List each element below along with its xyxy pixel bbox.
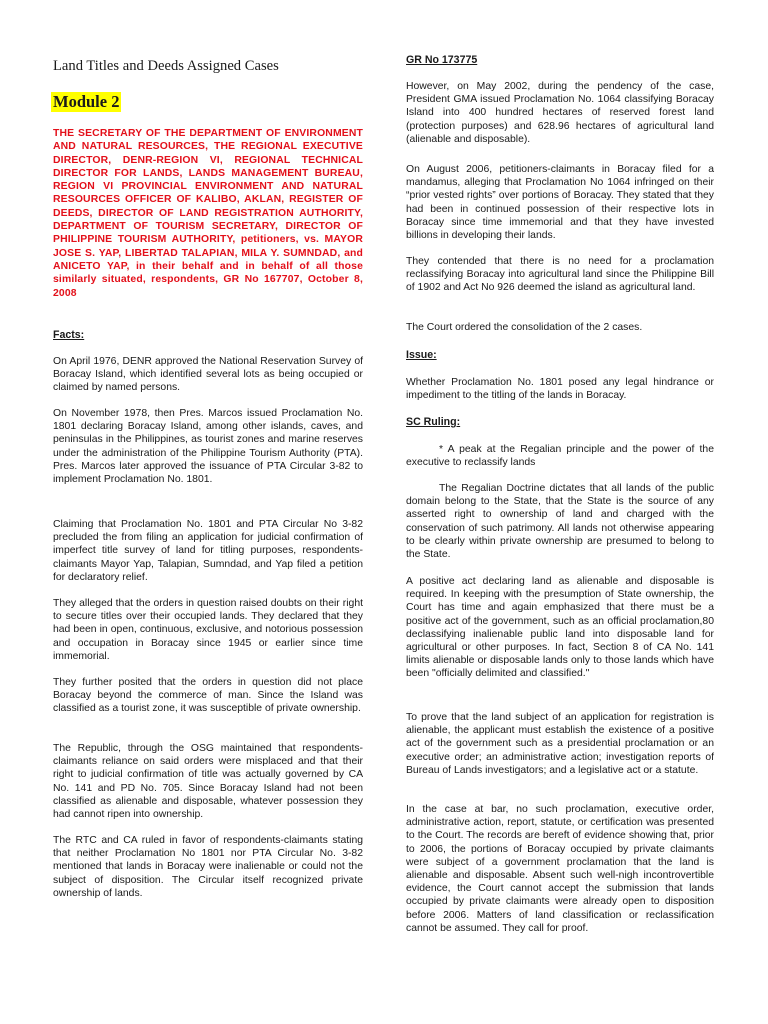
ruling-paragraph-3: A positive act declaring land as alienable and disposable is required. In keeping with the presumption of State ownership, the Court has time and again emphasized that there must be a positive act of the government, such as an official proclamation,80 declassifying inalienable public land into disposable land for agricultural or other purposes. In fact, Section 8 of CA No. 141 limits alienable or disposable lands only to those lands which have been "officially delimited and classified."	[406, 576, 714, 680]
ruling-heading: SC Ruling:	[406, 416, 461, 428]
facts-paragraph-3: Claiming that Proclamation No. 1801 and PTA Circular No 3-82 precluded the from filing an application for judicial confirmation of imperfect title survey of land for titling purposes, respondents-claimants Mayor Yap, Talapian, Sumndad, and Yap filed a petition for declaratory relief.	[53, 519, 363, 583]
gr-paragraph-3: They contended that there is no need for a proclamation reclassifying Boracay into agricultural land since the Philippine Bill of 1902 and Act No 926 deemed the island as agricultural land.	[406, 256, 714, 294]
ruling-paragraph-2: The Regalian Doctrine dictates that all lands of the public domain belong to the State, that the State is the source of any asserted right to ownership of land and charged with the conservation of such patrimony. All lands not otherwise appearing to be clearly within private ownership are presumed to belong to the State.	[406, 483, 714, 561]
document-title: Land Titles and Deeds Assigned Cases	[53, 58, 279, 74]
ruling-paragraph-5: In the case at bar, no such proclamation, executive order, administrative action, report, statute, or certification was presented to the Court. The records are bereft of evidence showing that, prior to 2006, the portions of Boracay occupied by private claimants were subject of a government proclamation that the land is alienable and disposable. Absent such well-nigh incontrovertible evidence, the Court cannot accept the submission that lands occupied by private claimants were already open to disposition before 2006. Matters of land classification or reclassification cannot be assumed. They call for proof.	[406, 804, 714, 934]
ruling-paragraph-4: To prove that the land subject of an application for registration is alienable, the applicant must establish the existence of a positive act of the government such as a presidential proclamation or an executive order; an administrative action; investigation reports of Bureau of Lands investigators; and a legislative act or a statute.	[406, 712, 714, 776]
gr-paragraph-4: The Court ordered the consolidation of the 2 cases.	[406, 322, 643, 333]
facts-paragraph-6: The Republic, through the OSG maintained that respondents-claimants reliance on said orders were misplaced and that their right to judicial confirmation of title was actually governed by CA No. 141 and PD No. 705. Since Boracay Island had not been classified as alienable and disposable, whatever possession they had cannot ripen into ownership.	[53, 743, 363, 821]
facts-paragraph-1: On April 1976, DENR approved the National Reservation Survey of Boracay Island, which identified several lots as being occupied or claimed by named persons.	[53, 356, 363, 394]
facts-heading: Facts:	[53, 329, 85, 341]
gr-paragraph-2: On August 2006, petitioners-claimants in Boracay filed for a mandamus, alleging that Proclamation No 1064 infringed on their “prior vested rights” over portions of Boracay. They stated that they had been in continued possession of their respective lots in Boracay since time immemorial and that they have invested billions in developing their lands.	[406, 164, 714, 242]
issue-heading: Issue:	[406, 349, 437, 361]
facts-paragraph-5: They further posited that the orders in question did not place Boracay beyond the commerce of man. Since the Island was classified as a tourist zone, it was susceptible of private ownership.	[53, 677, 363, 715]
case-title: THE SECRETARY OF THE DEPARTMENT OF ENVIRONMENT AND NATURAL RESOURCES, THE REGIONAL EXECUTIVE DIRECTOR, DENR-REGION VI, REGIONAL TECHNICAL DIRECTOR FOR LANDS, LANDS MANAGEMENT BUREAU, REGION VI PROVINCIAL ENVIRONMENT AND NATURAL RESOURCES OFFICER OF KALIBO, AKLAN, REGISTER OF DEEDS, DIRECTOR OF LAND REGISTRATION AUTHORITY, DEPARTMENT OF TOURISM SECRETARY, DIRECTOR OF PHILIPPINE TOURISM AUTHORITY, petitioners, vs. MAYOR JOSE S. YAP, LIBERTAD TALAPIAN, MILA Y. SUMNDAD, and ANICETO YAP, in their behalf and in behalf of all those similarly situated, respondents, GR No 167707, October 8, 2008	[53, 128, 363, 299]
issue-text: Whether Proclamation No. 1801 posed any legal hindrance or impediment to the titling of the lands in Boracay.	[406, 377, 714, 402]
facts-paragraph-7: The RTC and CA ruled in favor of respondents-claimants stating that neither Proclamation No 1801 nor PTA Circular No. 3-82 mentioned that lands in Boracay were inalienable or could not the subject of disposition. The Circular itself recognized private ownership of lands.	[53, 835, 363, 899]
ruling-paragraph-1: * A peak at the Regalian principle and the power of the executive to reclassify lands	[406, 444, 714, 469]
facts-paragraph-2: On November 1978, then Pres. Marcos issued Proclamation No. 1801 declaring Boracay Island, among other islands, caves, and peninsulas in the Philippines, as tourist zones and marine reserves under the administration of the Philippine Tourism Authority (PTA). Pres. Marcos later approved the issuance of PTA Circular 3-82 to implement Proclamation No. 1801.	[53, 408, 363, 486]
gr-paragraph-1: However, on May 2002, during the pendency of the case, President GMA issued Proclamation No. 1064 classifying Boracay Island into 400 hundred hectares of reserved forest land (protection purposes) and 628.96 hectares of agricultural land (alienable and disposable).	[406, 81, 714, 145]
gr-number-heading: GR No 173775	[406, 54, 478, 66]
module-label: Module 2	[53, 92, 120, 111]
facts-paragraph-4: They alleged that the orders in question raised doubts on their right to secure titles over their occupied lands. They declared that they had been in open, continuous, exclusive, and notorious possession and occupation in Boracay since 1945 or earlier since time immemorial.	[53, 598, 363, 662]
